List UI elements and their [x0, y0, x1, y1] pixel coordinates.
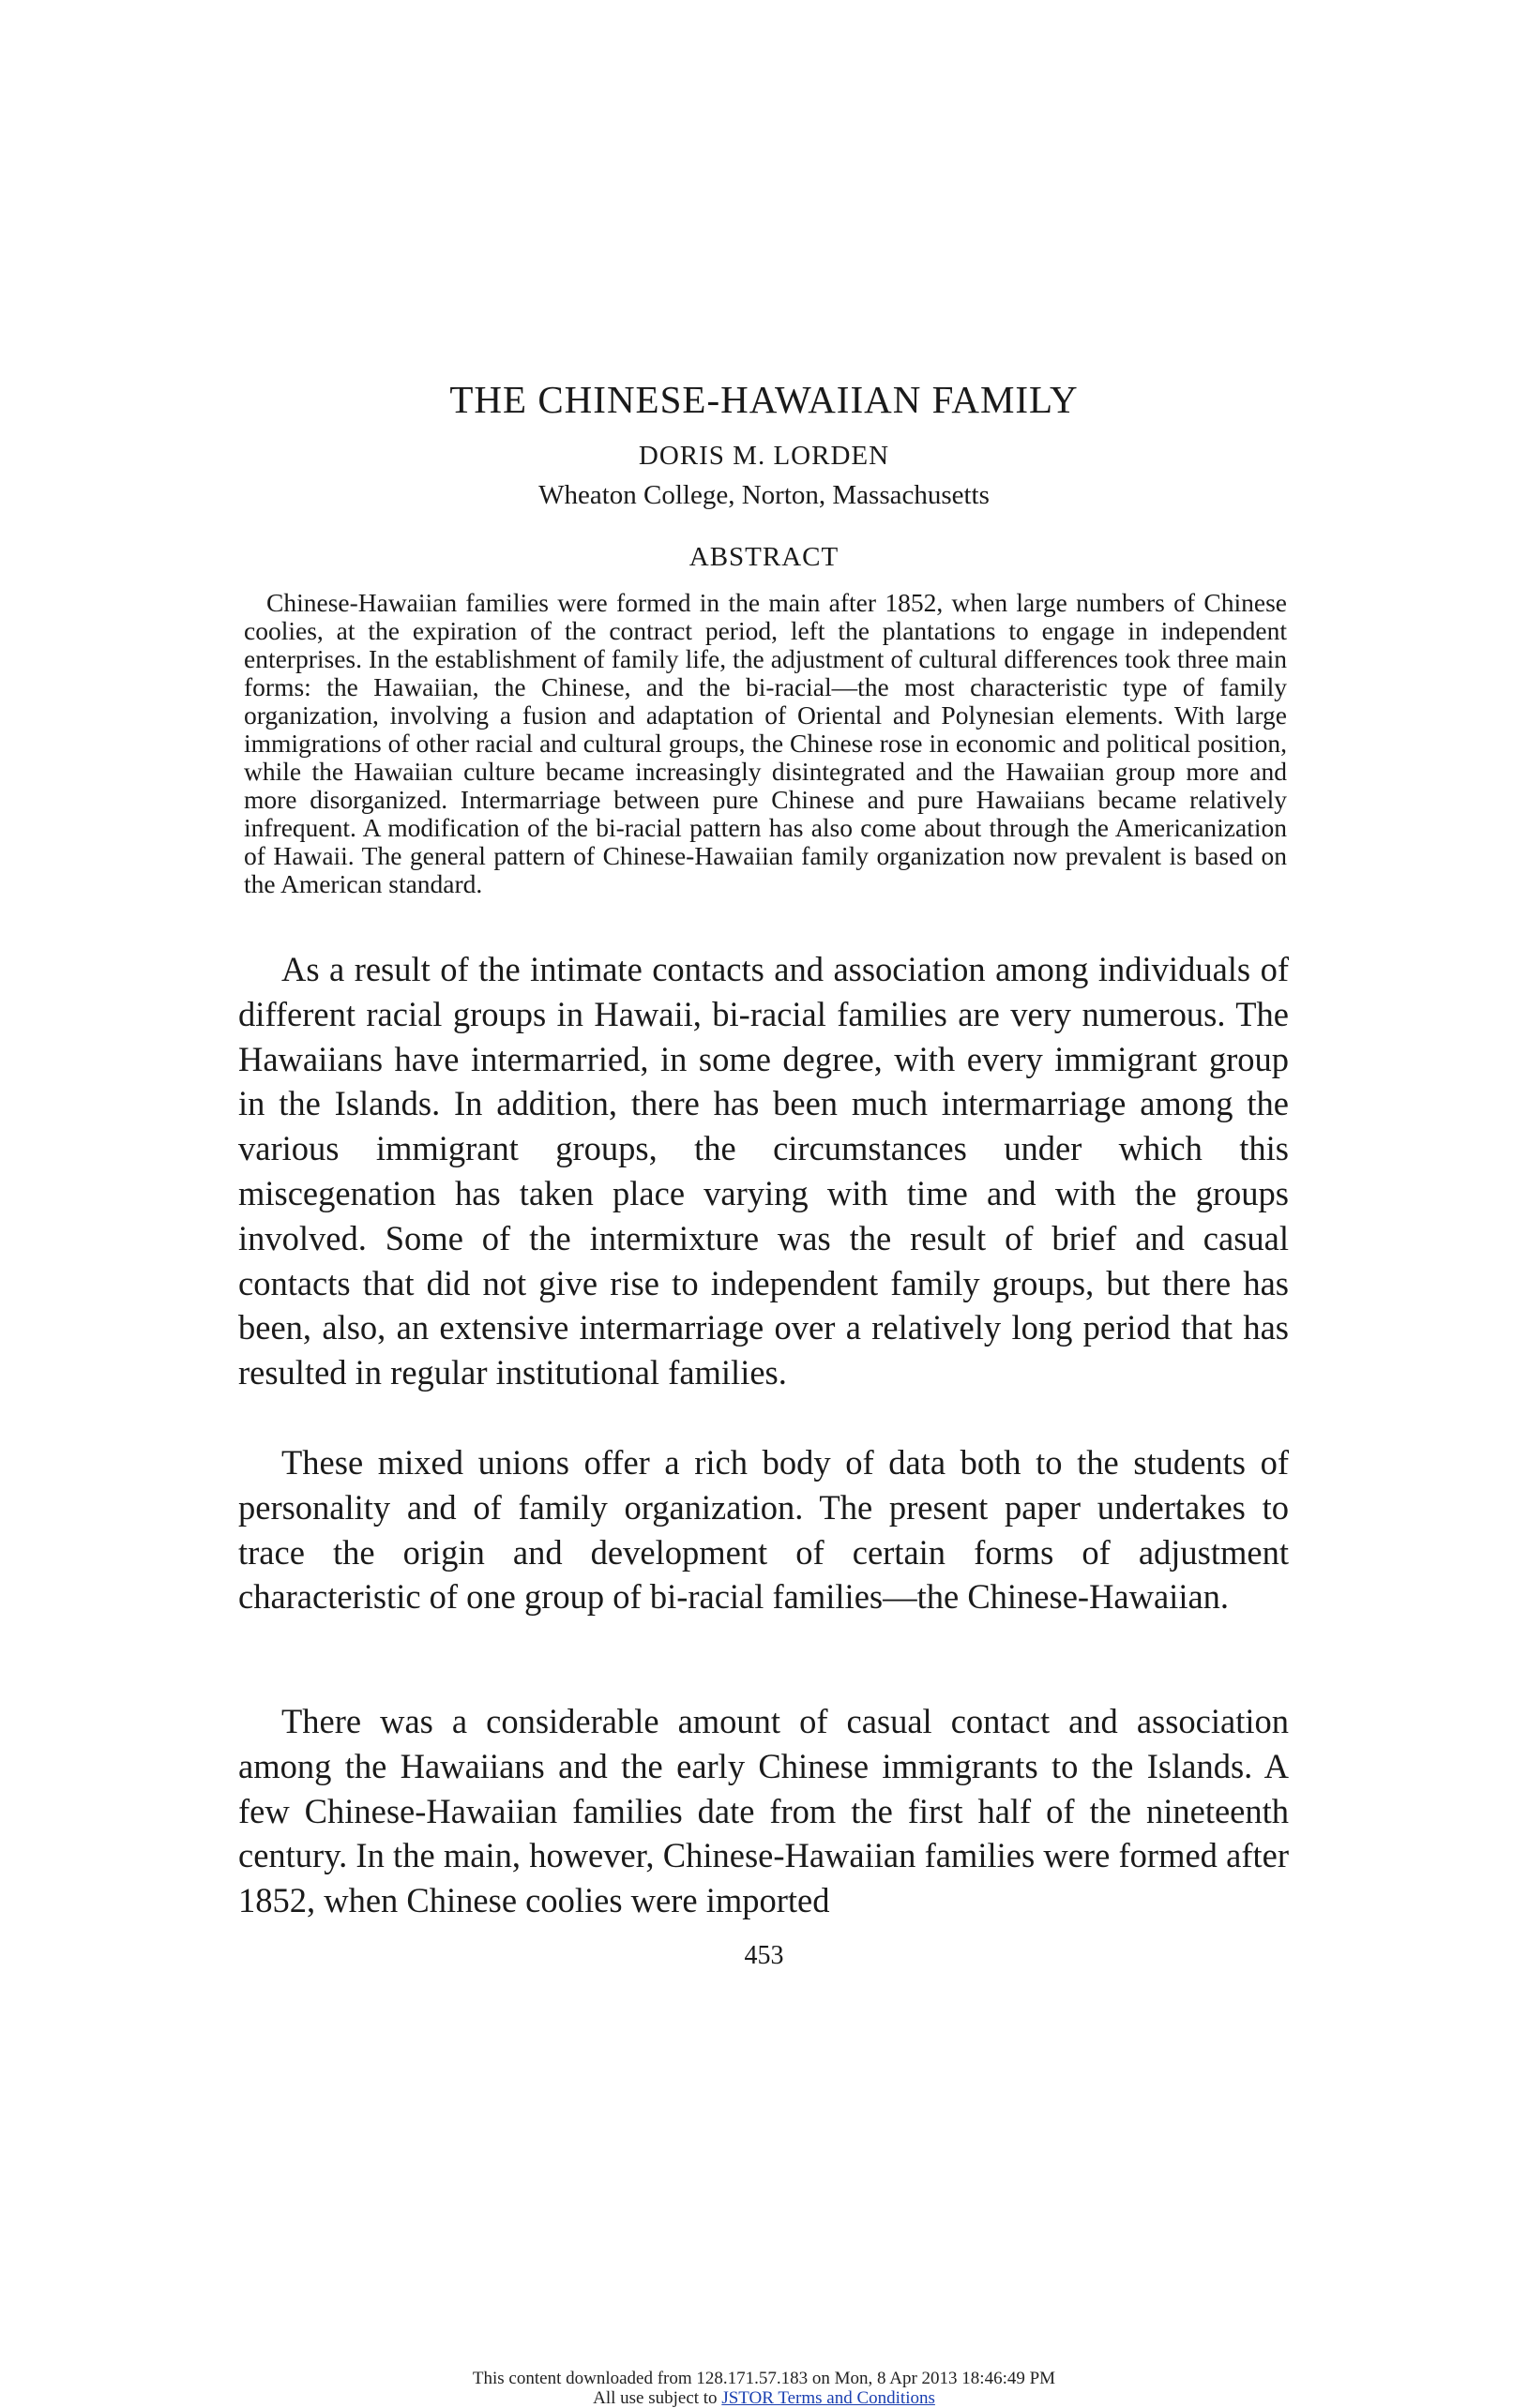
terms-prefix: All use subject to — [593, 2388, 722, 2408]
abstract-heading: ABSTRACT — [688, 542, 840, 572]
body-paragraph-1: As a result of the intimate contacts and association among individuals of different racial groups in Hawaii, bi-racial families are very numerous. The Hawaiians have intermarried, in some degree, with every immigrant group in the Islands. In addition, there has been much intermarriage among the various immigrant groups, the circumstances under which this miscegenation has taken place varying with time and with the groups involved. Some of the intermixture was the result of brief and casual contacts that did not give rise to independent family groups, but there has been, also, an extensive intermarriage over a relatively long period that has resulted in regular institutional families. — [238, 950, 1289, 1392]
article-author: DORIS M. LORDEN — [638, 441, 890, 471]
download-info-line: This content downloaded from 128.171.57.183 on Mon, 8 Apr 2013 18:46:49 PM — [472, 2369, 1056, 2388]
article-title: THE CHINESE-HAWAIIAN FAMILY — [449, 378, 1079, 421]
terms-line — [0, 2388, 1528, 2408]
page-number: 453 — [744, 1941, 784, 1970]
jstor-terms-link[interactable]: JSTOR Terms and Conditions — [721, 2388, 935, 2408]
body-paragraph-2: These mixed unions offer a rich body of data both to the students of personality and of family organization. The present paper undertakes to trace the origin and development of certain forms of adjustment characteristic of one group of bi-racial families—the Chinese-Hawaiian. — [238, 1443, 1289, 1617]
body-paragraph-3: There was a considerable amount of casual contact and association among the Hawaiians and the early Chinese immigrants to the Islands. A few Chinese-Hawaiian families date from the first half of the nineteenth century. In the main, however, Chinese-Hawaiian families were formed after 1852, when Chinese coolies were imported — [238, 1702, 1289, 1920]
download-footer — [0, 2369, 1528, 2408]
abstract-body: Chinese-Hawaiian families were formed in the main after 1852, when large numbers of Chinese coolies, at the expiration of the contract period, left the plantations to engage in independent enterprises. In the establishment of family life, the adjustment of cultural differences took three main forms: the Hawaiian, the Chinese, and the bi-racial—the most characteristic type of family organization, involving a fusion and adaptation of Oriental and Polynesian elements. With large immigrations of other racial and cultural groups, the Chinese rose in economic and political position, while the Hawaiian culture became increasingly disintegrated and the Hawaiian group more and more disorganized. Intermarriage between pure Chinese and pure Hawaiians became relatively infrequent. A modification of the bi-racial pattern has also come about through the Americanization of Hawaii. The general pattern of Chinese-Hawaiian family organization now prevalent is based on the American standard. — [244, 588, 1287, 898]
author-affiliation: Wheaton College, Norton, Massachusetts — [538, 480, 990, 510]
